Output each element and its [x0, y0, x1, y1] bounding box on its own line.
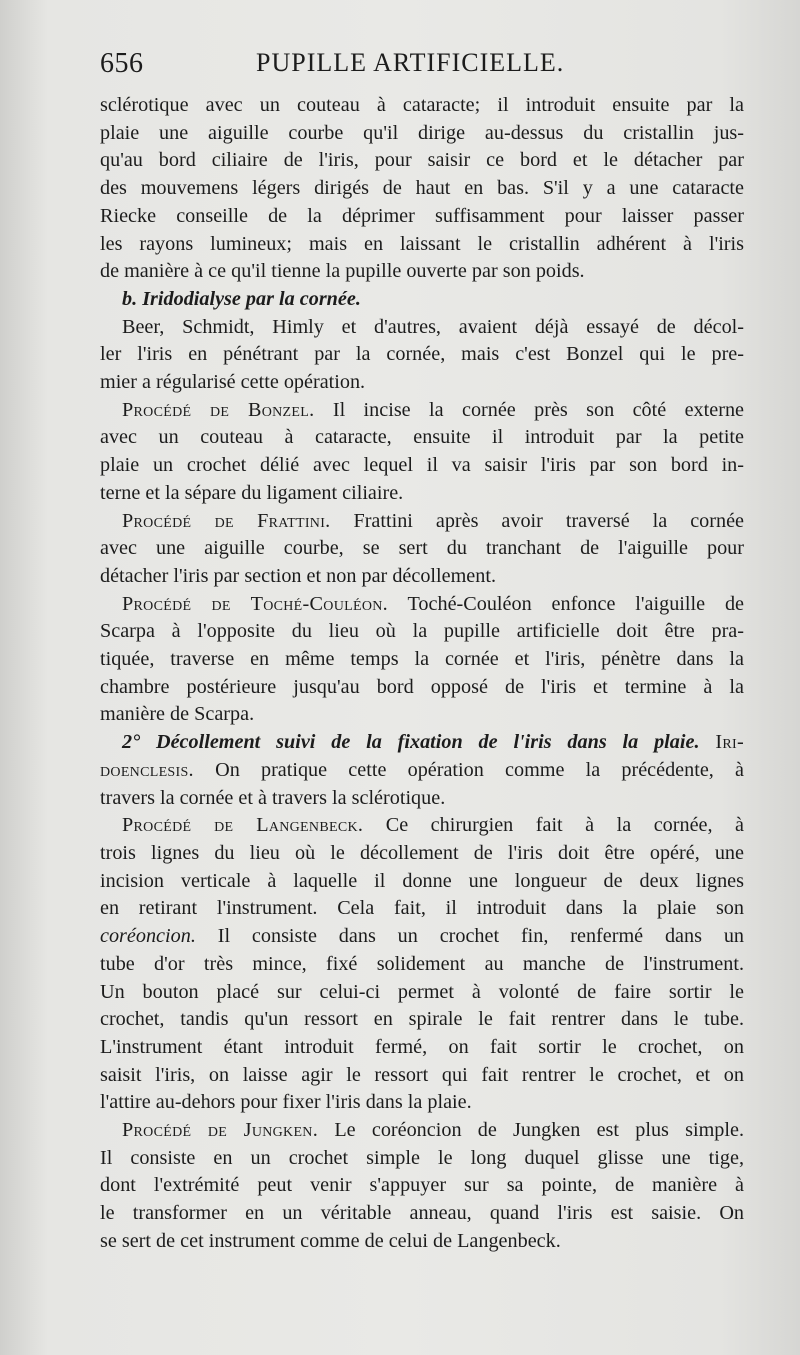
- running-title: PUPILLE ARTIFICIELLE.: [256, 48, 565, 77]
- text-line: mier a régularisé cette opération.: [100, 371, 366, 394]
- text-line: tiquée, traverse en même temps la cornée et l'iris, pénètre dans la: [100, 648, 744, 671]
- text-line: Beer, Schmidt, Himly et d'autres, avaient déjà essayé de décol-: [122, 315, 744, 338]
- text-line: L'instrument étant introduit fermé, on fait sortir le crochet, on: [100, 1035, 744, 1058]
- text-line: dont l'extrémité peut venir s'appuyer sur sa pointe, de manière à: [100, 1174, 744, 1197]
- text-line: Scarpa à l'opposite du lieu où la pupille artificielle doit être pra-: [100, 620, 744, 643]
- text-run: Le coréoncion de Jungken est plus simple.: [334, 1119, 745, 1142]
- text-line: incision verticale à laquelle il donne une longueur de deux lignes: [100, 869, 744, 892]
- text-line: crochet, tandis qu'un ressort en spirale le fait rentrer dans le tube.: [100, 1008, 744, 1031]
- paragraph-langenbeck: [100, 812, 744, 1117]
- paragraph-bonzel: [100, 397, 744, 508]
- text-line: sclérotique avec un couteau à cataracte; il introduit ensuite par la: [100, 94, 744, 116]
- text-run: Toché-Couléon enfonce l'aiguille de: [407, 592, 745, 615]
- text-run: Ce chirurgien fait à la cornée, à: [385, 814, 745, 837]
- body-text: [100, 92, 744, 1256]
- paragraph-continuation: [100, 92, 744, 286]
- text-line: Riecke conseille de la déprimer suffisamment pour laisser passer: [100, 204, 744, 227]
- procedure-heading: Procédé de Jungken.: [122, 1119, 319, 1142]
- text-line: travers la cornée et à travers la sclérotique.: [100, 786, 446, 809]
- text-line: plaie un crochet délié avec lequel il va saisir l'iris par son bord in-: [100, 454, 744, 477]
- text-line: terne et la sépare du ligament ciliaire.: [100, 481, 404, 504]
- section-title: Décollement suivi de la fixation de l'iris dans la plaie.: [156, 731, 700, 754]
- section-heading-b: [100, 286, 744, 314]
- text-line: [100, 397, 744, 425]
- text-line: [100, 1117, 744, 1145]
- paragraph-frattini: [100, 508, 744, 591]
- text-line: avec une aiguille courbe, se sert du tranchant de l'aiguille pour: [100, 537, 744, 560]
- text-line: les rayons lumineux; mais en laissant le cristallin adhérent à l'iris: [100, 232, 744, 255]
- text-run: On pratique cette opération comme la précédente, à: [215, 758, 745, 781]
- text-line: le transformer en un véritable anneau, quand l'iris est saisie. On: [100, 1202, 744, 1225]
- text-line: chambre postérieure jusqu'au bord opposé de l'iris et termine à la: [100, 675, 744, 698]
- text-line: qu'au bord ciliaire de l'iris, pour saisir ce bord et le détacher par: [100, 149, 744, 172]
- text-run: Il consiste dans un crochet fin, renfermé dans un: [217, 925, 745, 948]
- procedure-heading: Procédé de Toché-Couléon.: [122, 592, 388, 615]
- section-term: Iri-: [715, 731, 745, 754]
- text-line: [100, 591, 744, 619]
- text-line: Il consiste en un crochet simple le long duquel glisse une tige,: [100, 1146, 744, 1169]
- procedure-heading: Procédé de Bonzel.: [122, 398, 315, 421]
- section-label: b.: [122, 287, 138, 310]
- text-line: saisit l'iris, on laisse agir le ressort qui fait rentrer le crochet, et on: [100, 1063, 744, 1086]
- page-header: [100, 48, 744, 82]
- text-line: [100, 729, 744, 757]
- text-run: Frattini après avoir traversé la cornée: [353, 509, 744, 532]
- term-coreoncion: coréoncion.: [100, 925, 196, 948]
- text-run: Il incise la cornée près son côté externe: [332, 398, 745, 421]
- procedure-heading: Procédé de Frattini.: [122, 509, 331, 532]
- procedure-heading: Procédé de Langenbeck.: [122, 814, 364, 837]
- text-line: tube d'or très mince, fixé solidement au manche de l'instrument.: [100, 952, 744, 975]
- paragraph-toche: [100, 591, 744, 730]
- text-line: [100, 508, 744, 536]
- text-line: ler l'iris en pénétrant par la cornée, mais c'est Bonzel qui le pre-: [100, 343, 744, 366]
- page-number: 656: [100, 48, 144, 79]
- text-line: Un bouton placé sur celui-ci permet à volonté de faire sortir le: [100, 980, 744, 1003]
- text-line: trois lignes du lieu où le décollement de l'iris doit être opéré, une: [100, 841, 744, 864]
- section-term: doenclesis.: [100, 758, 194, 781]
- text-line: [100, 923, 744, 951]
- text-line: de manière à ce qu'il tienne la pupille ouverte par son poids.: [100, 260, 585, 283]
- text-line: des mouvemens légers dirigés de haut en bas. S'il y a une cataracte: [100, 177, 744, 200]
- text-line: avec un couteau à cataracte, ensuite il introduit par la petite: [100, 426, 744, 449]
- paragraph-jungken: [100, 1117, 744, 1256]
- paragraph-section-2: [100, 729, 744, 812]
- text-line: détacher l'iris par section et non par décollement.: [100, 564, 497, 587]
- text-line: [100, 757, 744, 785]
- text-line: se sert de cet instrument comme de celui de Langenbeck.: [100, 1229, 561, 1252]
- text-line: manière de Scarpa.: [100, 703, 255, 726]
- text-line: plaie une aiguille courbe qu'il dirige au-dessus du cristallin jus-: [100, 121, 744, 144]
- text-line: [100, 812, 744, 840]
- text-line: l'attire au-dehors pour fixer l'iris dans la plaie.: [100, 1091, 472, 1114]
- section-title: Iridodialyse par la cornée.: [142, 287, 361, 310]
- section-label: 2°: [122, 731, 141, 754]
- text-line: en retirant l'instrument. Cela fait, il introduit dans la plaie son: [100, 897, 744, 920]
- paragraph-beer: [100, 314, 744, 397]
